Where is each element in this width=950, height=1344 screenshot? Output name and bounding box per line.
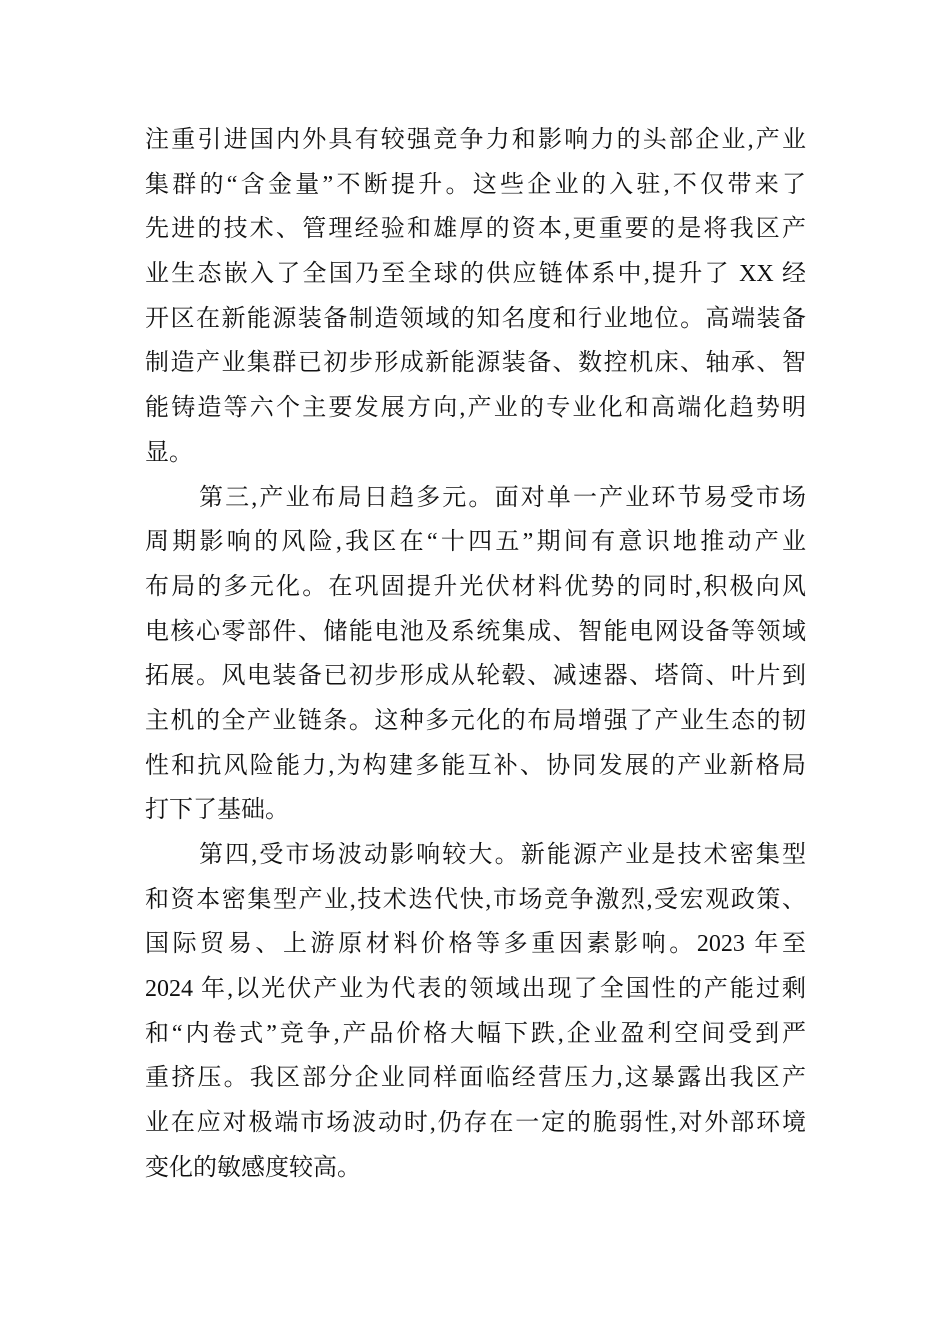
text-line: 第三,产业布局日趋多元。面对单一产业环节易受市场 [199, 484, 806, 511]
text-line: 能铸造等六个主要发展方向,产业的专业化和高端化趋势明 [145, 395, 806, 422]
text-line: 周期影响的风险,我区在“十四五”期间有意识地推动产业 [145, 529, 806, 556]
paragraph-industry-cluster [145, 118, 806, 476]
text-line: 先进的技术、管理经验和雄厚的资本,更重要的是将我区产 [145, 216, 806, 243]
text-line: 显。 [145, 439, 193, 466]
text-line: 变化的敏感度较高。 [145, 1154, 361, 1181]
text-line: 重挤压。我区部分企业同样面临经营压力,这暴露出我区产 [145, 1065, 806, 1092]
text-line: 布局的多元化。在巩固提升光伏材料优势的同时,积极向风 [145, 573, 806, 600]
text-line: 打下了基础。 [145, 797, 289, 824]
text-line: 注重引进国内外具有较强竞争力和影响力的头部企业,产业 [145, 127, 806, 153]
text-line: 第四,受市场波动影响较大。新能源产业是技术密集型 [199, 842, 806, 868]
paragraph-third-point [145, 476, 806, 834]
text-line: 和资本密集型产业,技术迭代快,市场竞争激烈,受宏观政策、 [145, 886, 806, 913]
text-line: 主机的全产业链条。这种多元化的布局增强了产业生态的韧 [145, 707, 806, 734]
text-line: 和“内卷式”竞争,产品价格大幅下跌,企业盈利空间受到严 [145, 1020, 806, 1047]
text-line: 业生态嵌入了全国乃至全球的供应链体系中,提升了 XX 经 [145, 261, 806, 288]
text-line: 开区在新能源装备制造领域的知名度和行业地位。高端装备 [145, 305, 806, 332]
text-line: 电核心零部件、储能电池及系统集成、智能电网设备等领域 [145, 618, 806, 645]
text-line: 国际贸易、上游原材料价格等多重因素影响。2023 年至 [145, 931, 806, 958]
paragraph-fourth-point [145, 833, 806, 1191]
text-line: 业在应对极端市场波动时,仍存在一定的脆弱性,对外部环境 [145, 1110, 806, 1137]
text-line: 性和抗风险能力,为构建多能互补、协同发展的产业新格局 [145, 752, 806, 779]
text-line: 拓展。风电装备已初步形成从轮毂、减速器、塔筒、叶片到 [145, 663, 806, 690]
text-line: 2024 年,以光伏产业为代表的领域出现了全国性的产能过剩 [145, 976, 806, 1003]
text-line: 制造产业集群已初步形成新能源装备、数控机床、轴承、智 [145, 350, 806, 377]
text-line: 集群的“含金量”不断提升。这些企业的入驻,不仅带来了 [145, 171, 806, 198]
document-page [145, 118, 806, 1191]
